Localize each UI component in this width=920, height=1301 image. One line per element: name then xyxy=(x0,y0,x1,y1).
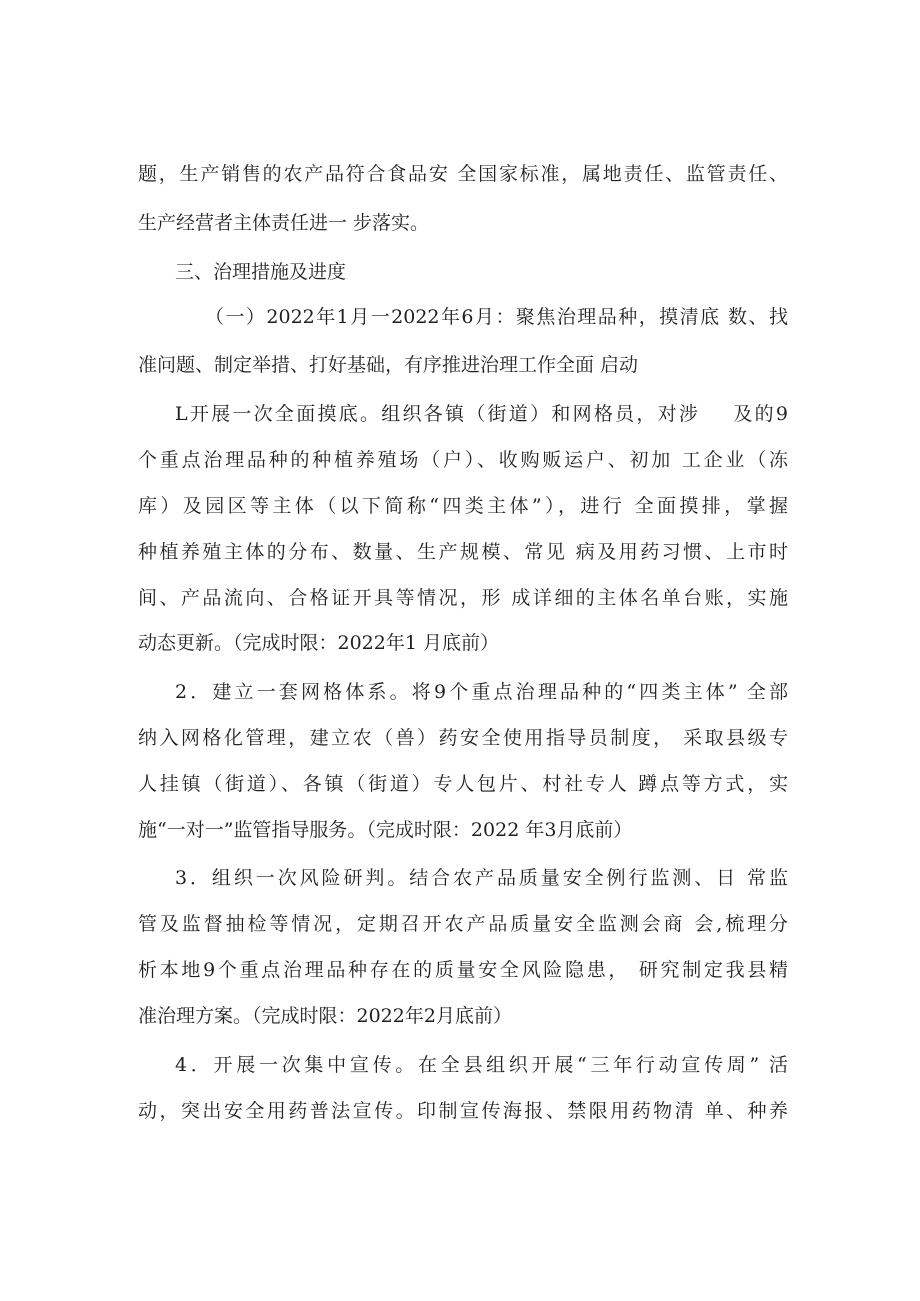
text-line: 管及监督抽检等情况，定期召开农产品质量安全监测会商 会,梳理分 xyxy=(138,913,788,935)
text-line: 2．建立一套网格体系。将9个重点治理品种的“四类主体” 全部 xyxy=(175,681,788,703)
text-line: 间、产品流向、合格证开具等情况，形 成详细的主体名单台账，实施 xyxy=(138,587,788,609)
text-line: 准问题、制定举措、打好基础，有序推进治理工作全面 启动 xyxy=(138,354,639,376)
text-line: 库）及园区等主体（以下简称“四类主体”），进行 全面摸排，掌握 xyxy=(138,495,788,517)
section-heading-text: 三、治理措施及进度 xyxy=(175,261,347,283)
text-line: 析本地9个重点治理品种存在的质量安全风险隐患， 研究制定我县精 xyxy=(138,959,788,981)
text-line: 个重点治理品种的种植养殖场（户）、收购贩运户、初加 工企业（冻 xyxy=(138,449,788,471)
text-line: 人挂镇（街道）、各镇（街道）专人包片、村社专人 蹲点等方式，实 xyxy=(138,773,788,795)
text-line: 3．组织一次风险研判。结合农产品质量安全例行监测、日 常监 xyxy=(175,867,788,889)
text-line: 种植养殖主体的分布、数量、生产规模、常见 病及用药习惯、上市时 xyxy=(138,541,788,563)
text-line: 生产经营者主体责任进一 步落实。 xyxy=(138,212,430,234)
text-line: 题，生产销售的农产品符合食品安 全国家标准，属地责任、监管责任、 xyxy=(138,163,788,185)
text-line: 动态更新。（完成时限：2022年1 月底前） xyxy=(138,632,499,654)
text-line: L开展一次全面摸底。组织各镇（街道）和网格员，对涉 及的9 xyxy=(175,403,788,425)
text-line: 纳入网格化管理，建立农（兽）药安全使用指导员制度， 采取县级专 xyxy=(138,727,788,749)
text-line: 4．开展一次集中宣传。在全县组织开展“三年行动宣传周” 活 xyxy=(175,1054,788,1076)
text-line: 施“一对一”监管指导服务。（完成时限：2022 年3月底前） xyxy=(138,819,633,841)
text-line: 准治理方案。（完成时限：2022年2月底前） xyxy=(138,1005,512,1027)
text-line: 动，突出安全用药普法宣传。印制宣传海报、禁限用药物清 单、种养 xyxy=(138,1100,788,1122)
text-line: （一）2022年1月一2022年6月：聚焦治理品种，摸清底 数、找 xyxy=(205,306,788,328)
